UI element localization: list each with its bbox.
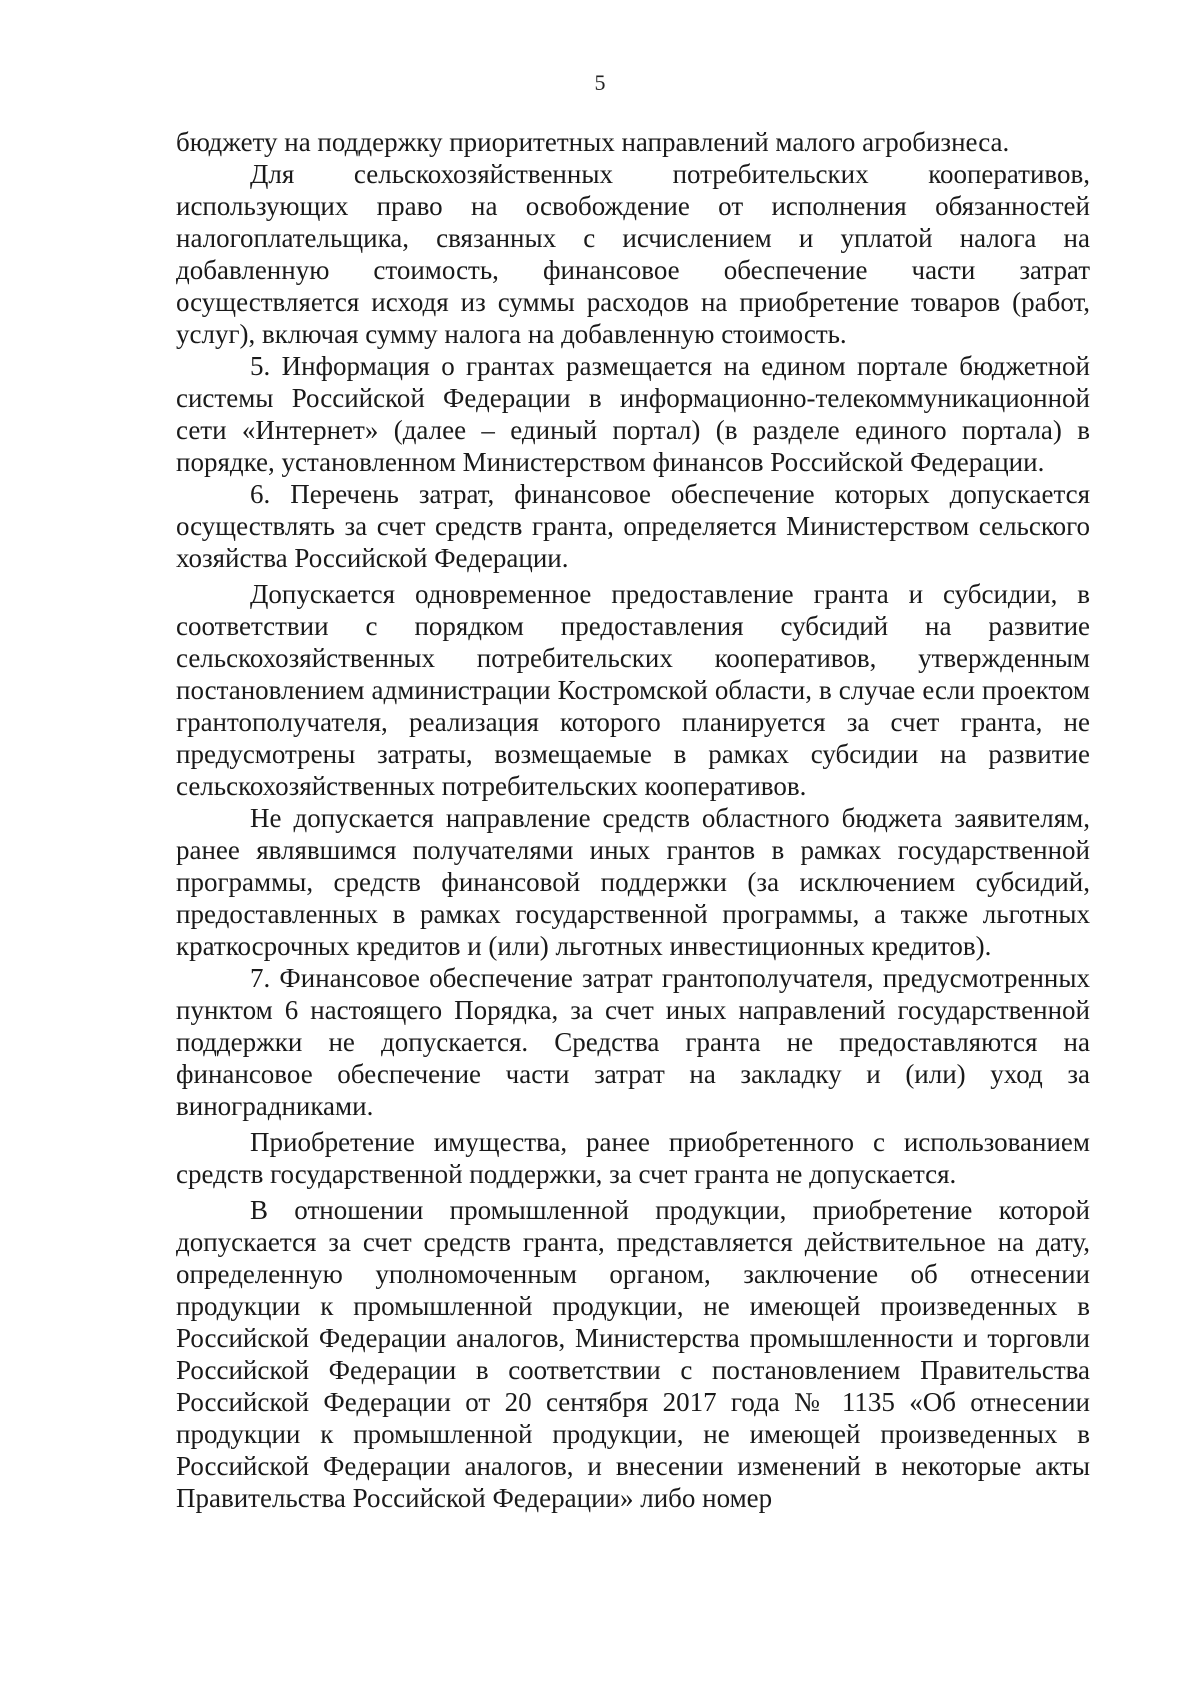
paragraph-grant-and-subsidy: Допускается одновременное предоставление гранта и субсидии, в соответствии с порядком предоставления субсидий на развитие сельскохозяйственных потребительских кооперативов, утвержденным постановлением администрации Костромской области, в случае если проектом грантополучателя, реализация которого планируется за счет гранта, не предусмотрены затраты, возмещаемые в рамках субсидии на развитие сельскохозяйственных потребительских кооперативов.	[176, 579, 1090, 801]
paragraph-property-acquisition: Приобретение имущества, ранее приобретенного с использованием средств государственной поддержки, за счет гранта не допускается.	[176, 1127, 1090, 1189]
paragraph-industrial-products: В отношении промышленной продукции, приобретение которой допускается за счет средств гранта, представляется действительное на дату, определенную уполномоченным органом, заключение об отнесении продукции к промышленной продукции, не имеющей произведенных в Российской Федерации аналогов, Министерства промышленности и торговли Российской Федерации в соответствии с постановлением Правительства Российской Федерации от 20 сентября 2017 года № 1135 «Об отнесении продукции к промышленной продукции, не имеющей произведенных в Российской Федерации аналогов, и внесении изменений в некоторые акты Правительства Российской Федерации» либо номер	[176, 1195, 1090, 1513]
page-number: 5	[594, 70, 606, 95]
paragraph-not-allowed-funding: Не допускается направление средств областного бюджета заявителям, ранее являвшимся получателями иных грантов в рамках государственной программы, средств финансовой поддержки (за исключением субсидий, предоставленных в рамках государственной программы, а также льготных краткосрочных кредитов и (или) льготных инвестиционных кредитов).	[176, 803, 1090, 961]
paragraph-cooperatives-vat: Для сельскохозяйственных потребительских кооперативов, использующих право на освобождение от исполнения обязанностей налогоплательщика, связанных с исчислением и уплатой налога на добавленную стоимость, финансовое обеспечение части затрат осуществляется исходя из суммы расходов на приобретение товаров (работ, услуг), включая сумму налога на добавленную стоимость.	[176, 159, 1090, 349]
paragraph-continuation: бюджету на поддержку приоритетных направлений малого агробизнеса.	[176, 127, 1010, 157]
paragraph-item-6: 6. Перечень затрат, финансовое обеспечение которых допускается осуществлять за счет средств гранта, определяется Министерством сельского хозяйства Российской Федерации.	[176, 479, 1090, 573]
document-body	[176, 126, 1090, 1514]
paragraph-item-5: 5. Информация о грантах размещается на едином портале бюджетной системы Российской Федерации в информационно-телекоммуникационной сети «Интернет» (далее – единый портал) (в разделе единого портала) в порядке, установленном Министерством финансов Российской Федерации.	[176, 351, 1090, 477]
paragraph-item-7: 7. Финансовое обеспечение затрат грантополучателя, предусмотренных пунктом 6 настоящего Порядка, за счет иных направлений государственной поддержки не допускается. Средства гранта не предоставляются на финансовое обеспечение части затрат на закладку и (или) уход за виноградниками.	[176, 963, 1090, 1121]
